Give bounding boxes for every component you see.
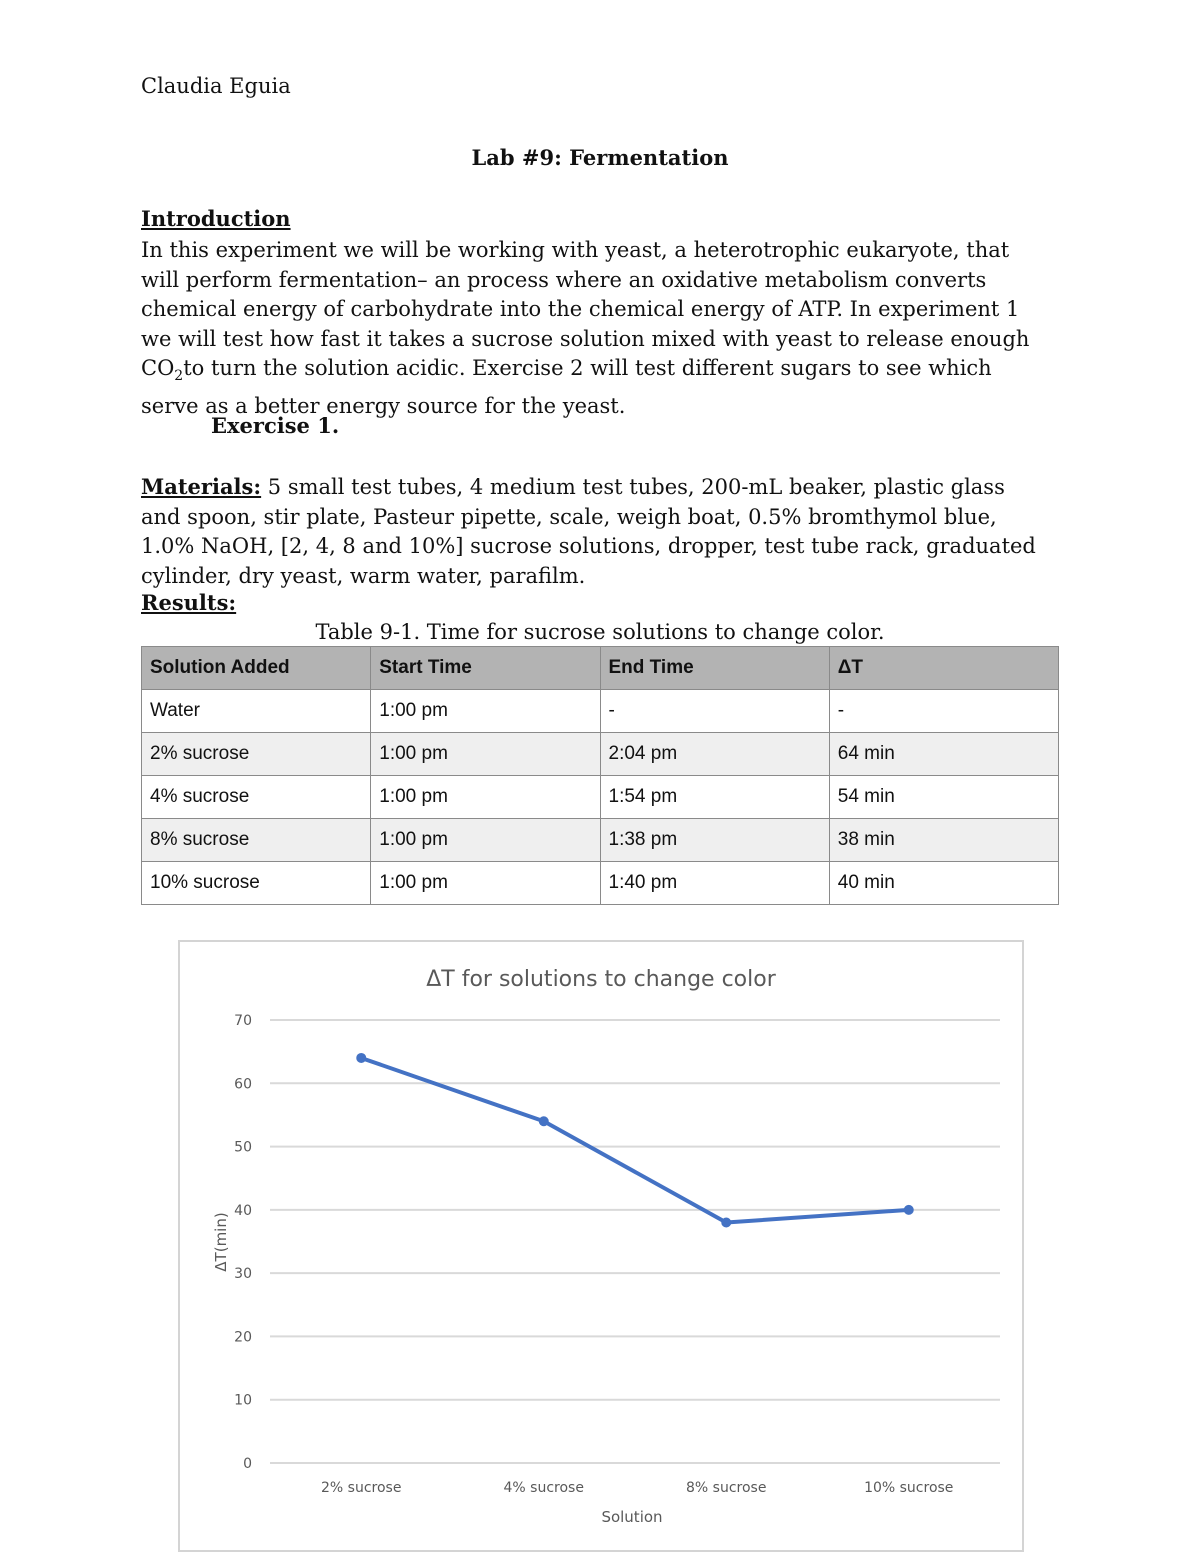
exercise-heading: Exercise 1.	[211, 413, 340, 438]
materials-paragraph	[141, 472, 1051, 591]
table-cell: 38 min	[829, 819, 1058, 862]
author-name: Claudia Eguia	[141, 74, 291, 98]
table-row	[142, 862, 1059, 905]
x-tick-label: 2% sucrose	[321, 1480, 402, 1496]
table-cell: 1:40 pm	[600, 862, 829, 905]
y-tick-label: 50	[234, 1139, 252, 1156]
table-header-cell: End Time	[600, 647, 829, 690]
table-cell: Water	[142, 690, 371, 733]
document-title: Lab #9: Fermentation	[471, 145, 729, 170]
intro-text-part-1: In this experiment we will be working with yeast, a heterotrophic eukaryote, that will perform fermentation– an process where an oxidative metabolism converts chemical energy of carbohydrate into the chemical energy of ATP. In experiment 1 we will test how fast it takes a sucrose solution mixed with yeast to release enough CO	[141, 238, 1030, 380]
chart-canvas	[180, 942, 1022, 1550]
table-cell: 1:00 pm	[371, 690, 600, 733]
table-row	[142, 690, 1059, 733]
table-cell: -	[829, 690, 1058, 733]
chart-title: ΔT for solutions to change color	[426, 967, 776, 992]
y-tick-label: 20	[234, 1329, 252, 1346]
table-cell: 40 min	[829, 862, 1058, 905]
line-chart	[178, 940, 1024, 1552]
data-point	[356, 1053, 366, 1063]
co2-subscript: 2	[174, 368, 184, 385]
introduction-heading: Introduction	[141, 206, 291, 231]
table-cell: 10% sucrose	[142, 862, 371, 905]
data-point	[721, 1218, 731, 1228]
table-row	[142, 819, 1059, 862]
table-caption: Table 9-1. Time for sucrose solutions to change color.	[315, 620, 885, 644]
y-tick-label: 70	[234, 1013, 252, 1029]
table-header-row	[142, 647, 1059, 690]
materials-text: 5 small test tubes, 4 medium test tubes, 200-mL beaker, plastic glass and spoon, stir plate, Pasteur pipette, scale, weigh boat, 0.5% bromthymol blue, 1.0% NaOH, [2, 4, 8 and 10%] sucrose solutions, dropper, test tube rack, graduated cylinder, dry yeast, warm water, parafilm.	[141, 475, 1036, 588]
introduction-paragraph	[141, 236, 1041, 421]
table-cell: 1:38 pm	[600, 819, 829, 862]
table-row	[142, 776, 1059, 819]
table-cell: 2:04 pm	[600, 733, 829, 776]
table-cell: 1:00 pm	[371, 776, 600, 819]
table-header-cell: ΔT	[829, 647, 1058, 690]
table-cell: 54 min	[829, 776, 1058, 819]
data-point	[904, 1205, 914, 1215]
x-tick-label: 10% sucrose	[864, 1480, 954, 1496]
y-tick-label: 60	[234, 1076, 252, 1093]
table-cell: 4% sucrose	[142, 776, 371, 819]
materials-label: Materials:	[141, 474, 262, 499]
table-cell: -	[600, 690, 829, 733]
y-tick-label: 0	[243, 1456, 252, 1472]
y-tick-label: 40	[234, 1202, 252, 1219]
x-tick-label: 8% sucrose	[686, 1480, 767, 1496]
intro-text-part-2: to turn the solution acidic. Exercise 2 will test different sugars to see which serve as a better energy source for the yeast.	[141, 356, 992, 418]
table-row	[142, 733, 1059, 776]
table-cell: 1:00 pm	[371, 819, 600, 862]
results-heading: Results:	[141, 590, 237, 615]
y-tick-label: 30	[234, 1266, 252, 1283]
y-tick-label: 10	[234, 1392, 252, 1409]
table-header-cell: Start Time	[371, 647, 600, 690]
table-header-cell: Solution Added	[142, 647, 371, 690]
x-axis-label: Solution	[601, 1508, 663, 1526]
table-cell: 1:00 pm	[371, 733, 600, 776]
table-cell: 64 min	[829, 733, 1058, 776]
y-axis-label: ΔT(min)	[212, 1212, 230, 1272]
data-point	[539, 1116, 549, 1126]
table-cell: 8% sucrose	[142, 819, 371, 862]
table-cell: 1:00 pm	[371, 862, 600, 905]
x-tick-label: 4% sucrose	[503, 1480, 584, 1496]
table-cell: 2% sucrose	[142, 733, 371, 776]
table-cell: 1:54 pm	[600, 776, 829, 819]
results-table	[141, 646, 1059, 905]
